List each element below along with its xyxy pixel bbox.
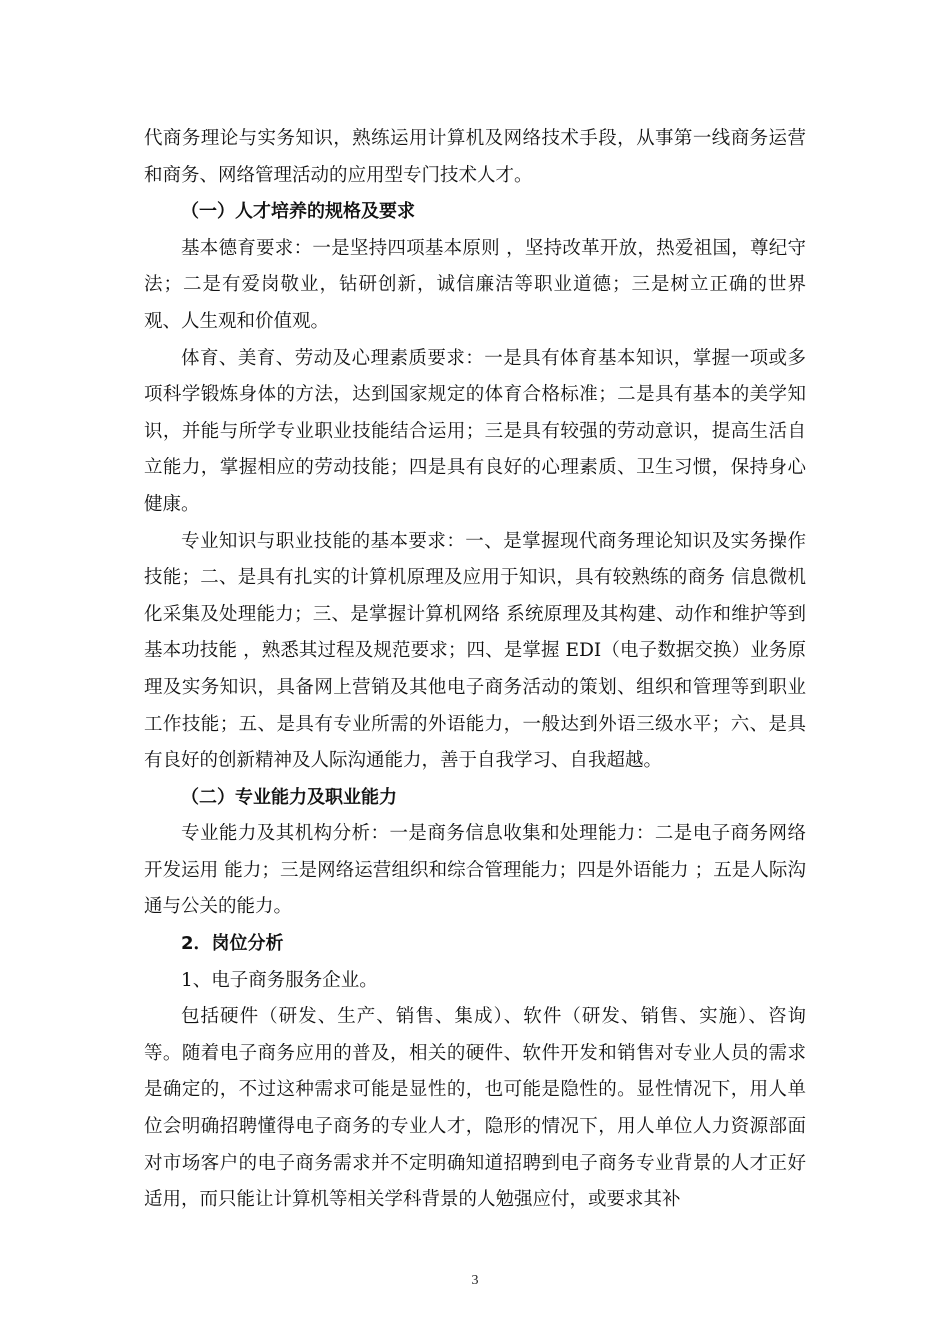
section-heading: 2．岗位分析 — [181, 933, 284, 955]
body-paragraph: 专业能力及其机构分析：一是商务信息收集和处理能力：二是电子商务网络开发运用 能力；三是网络运营组织和综合管理能力；四是外语能力 ；五是人际沟通与公关的能力。 — [144, 823, 806, 918]
section-heading: （二）专业能力及职业能力 — [181, 786, 397, 808]
body-paragraph: 基本德育要求：一是坚持四项基本原则 ，坚持改革开放，热爱祖国，尊纪守法；二是有爱岗敬业，钻研创新，诚信廉洁等职业道德；三是树立正确的世界观、人生观和价值观。 — [144, 237, 806, 332]
section-heading: （一）人才培养的规格及要求 — [181, 201, 415, 223]
page-number: 3 — [471, 1273, 479, 1288]
body-paragraph: 1、电子商务服务企业。 — [181, 969, 378, 991]
body-paragraph: 体育、美育、劳动及心理素质要求：一是具有体育基本知识，掌握一项或多项科学锻炼身体的方法，达到国家规定的体育合格标准；二是具有基本的美学知识，并能与所学专业职业技能结合运用；三是具有较强的劳动意识，提高生活自立能力，掌握相应的劳动技能；四是具有良好的心理素质、卫生习惯，保持身心健康。 — [144, 347, 806, 515]
body-paragraph: 包括硬件（研发、生产、销售、集成）、软件（研发、销售、实施）、咨询等。随着电子商务应用的普及，相关的硬件、软件开发和销售对专业人员的需求是确定的，不过这种需求可能是显性的，也可能是隐性的。显性情况下，用人单位会明确招聘懂得电子商务的专业人才，隐形的情况下，用人单位人力资源部面对市场客户的电子商务需求并不定明确知道招聘到电子商务专业背景的人才正好适用，而只能让计算机等相关学科背景的人勉强应付，或要求其补 — [144, 1006, 806, 1211]
document-body — [144, 121, 806, 1219]
body-paragraph: 专业知识与职业技能的基本要求：一、是掌握现代商务理论知识及实务操作技能；二、是具有扎实的计算机原理及应用于知识，具有较熟练的商务 信息微机化采集及处理能力；三、是掌握计算机网络 系统原理及其构建、动作和维护等到基本功技能 ，熟悉其过程及规范要求；四、是掌握 EDI（电子数据交换）业务原理及实务知识，具备网上营销及其他电子商务活动的策划、组织和管理等到职业工作技能；五、是具有专业所需的外语能力，一般达到外语三级水平；六、是具有良好的创新精神及人际沟通能力，善于自我学习、自我超越。 — [144, 530, 806, 772]
body-paragraph: 代商务理论与实务知识，熟练运用计算机及网络技术手段，从事第一线商务运营和商务、网络管理活动的应用型专门技术人才。 — [144, 128, 806, 186]
